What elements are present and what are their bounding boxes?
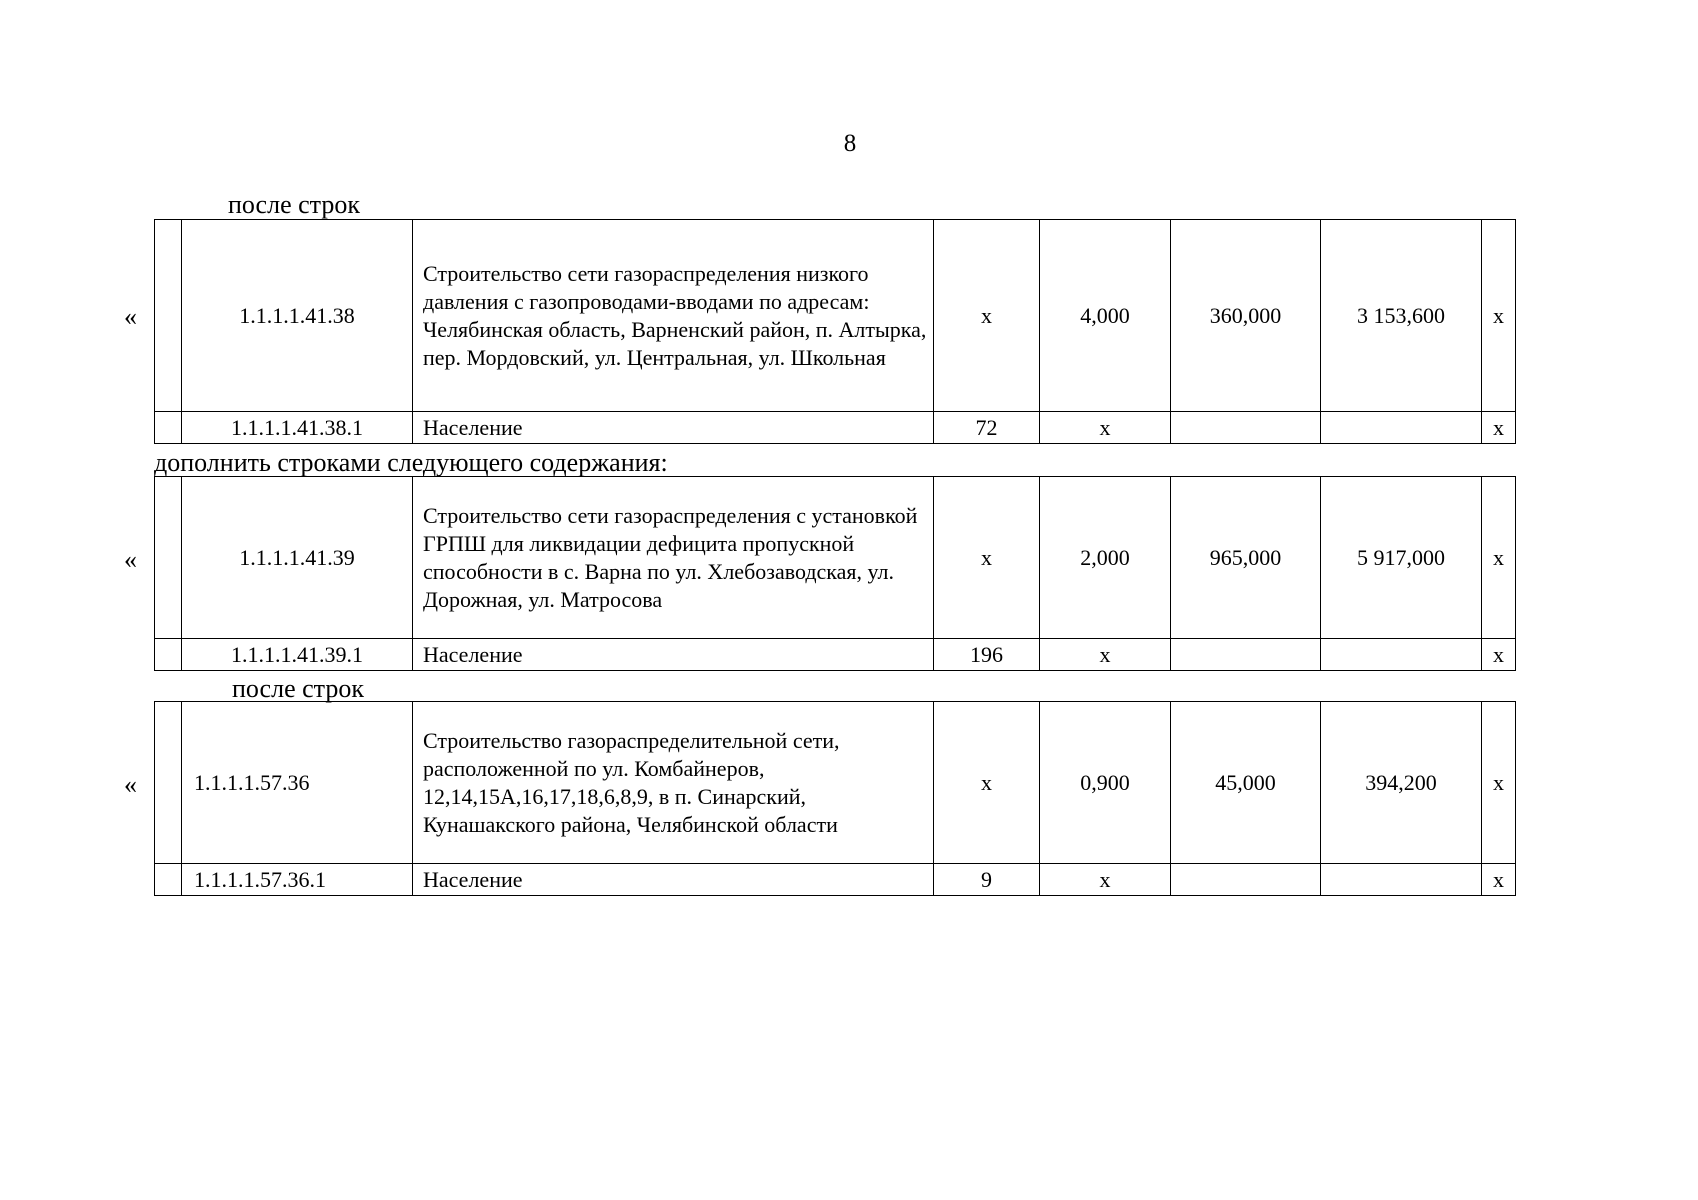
col-e-value: х xyxy=(1482,220,1516,412)
row-code: 1.1.1.1.41.38 xyxy=(182,220,413,412)
table-row xyxy=(155,412,1516,444)
col-e-value: х xyxy=(1482,639,1516,671)
quote-mark-3: « xyxy=(124,770,137,799)
quote-mark-1: « xyxy=(124,302,137,331)
table-block-3 xyxy=(154,701,1516,896)
row-description: Строительство сети газораспределения низкого давления с газопроводами-вводами по адресам: Челябинская область, Варненский район, п. Алтырка, пер. Мордовский, ул. Центральная, ул. Школьная xyxy=(413,220,934,412)
col-d-value xyxy=(1321,639,1482,671)
col-a-value: 72 xyxy=(934,412,1040,444)
col-e-value: х xyxy=(1482,864,1516,896)
col-a-value: 196 xyxy=(934,639,1040,671)
table-block-2 xyxy=(154,476,1516,671)
col-b-value: х xyxy=(1040,639,1171,671)
row-description: Население xyxy=(413,639,934,671)
empty-cell xyxy=(155,412,182,444)
col-a-value: х xyxy=(934,220,1040,412)
col-e-value: х xyxy=(1482,477,1516,639)
empty-cell xyxy=(155,864,182,896)
table-block-1 xyxy=(154,219,1516,444)
col-a-value: х xyxy=(934,477,1040,639)
col-b-value: 2,000 xyxy=(1040,477,1171,639)
col-c-value: 45,000 xyxy=(1171,702,1321,864)
page-number: 8 xyxy=(843,130,857,157)
col-d-value: 3 153,600 xyxy=(1321,220,1482,412)
quote-mark-2: « xyxy=(124,545,137,574)
row-code: 1.1.1.1.57.36 xyxy=(182,702,413,864)
col-e-value: х xyxy=(1482,412,1516,444)
col-c-value xyxy=(1171,412,1321,444)
col-b-value: х xyxy=(1040,412,1171,444)
row-code: 1.1.1.1.57.36.1 xyxy=(182,864,413,896)
col-d-value: 5 917,000 xyxy=(1321,477,1482,639)
empty-cell xyxy=(155,477,182,639)
col-e-value: х xyxy=(1482,702,1516,864)
col-c-value: 965,000 xyxy=(1171,477,1321,639)
empty-cell xyxy=(155,702,182,864)
row-description: Население xyxy=(413,412,934,444)
table-row xyxy=(155,220,1516,412)
col-a-value: 9 xyxy=(934,864,1040,896)
table-row xyxy=(155,639,1516,671)
col-c-value xyxy=(1171,639,1321,671)
row-code: 1.1.1.1.41.38.1 xyxy=(182,412,413,444)
row-description: Строительство сети газораспределения с установкой ГРПШ для ликвидации дефицита пропускной способности в с. Варна по ул. Хлебозаводская, ул. Дорожная, ул. Матросова xyxy=(413,477,934,639)
intro-after-rows-1: после строк xyxy=(228,190,360,219)
row-code: 1.1.1.1.41.39.1 xyxy=(182,639,413,671)
table-row xyxy=(155,477,1516,639)
col-c-value: 360,000 xyxy=(1171,220,1321,412)
col-d-value xyxy=(1321,412,1482,444)
col-d-value: 394,200 xyxy=(1321,702,1482,864)
intro-after-rows-2: после строк xyxy=(232,674,364,703)
col-b-value: 0,900 xyxy=(1040,702,1171,864)
table-row xyxy=(155,864,1516,896)
table-row xyxy=(155,702,1516,864)
intro-supplement: дополнить строками следующего содержания: xyxy=(154,448,668,477)
col-c-value xyxy=(1171,864,1321,896)
col-a-value: х xyxy=(934,702,1040,864)
row-code: 1.1.1.1.41.39 xyxy=(182,477,413,639)
col-b-value: 4,000 xyxy=(1040,220,1171,412)
row-description: Строительство газораспределительной сети, расположенной по ул. Комбайнеров, 12,14,15А,16,17,18,6,8,9, в п. Синарский, Кунашакского района, Челябинской области xyxy=(413,702,934,864)
col-b-value: х xyxy=(1040,864,1171,896)
empty-cell xyxy=(155,639,182,671)
empty-cell xyxy=(155,220,182,412)
row-description: Население xyxy=(413,864,934,896)
col-d-value xyxy=(1321,864,1482,896)
